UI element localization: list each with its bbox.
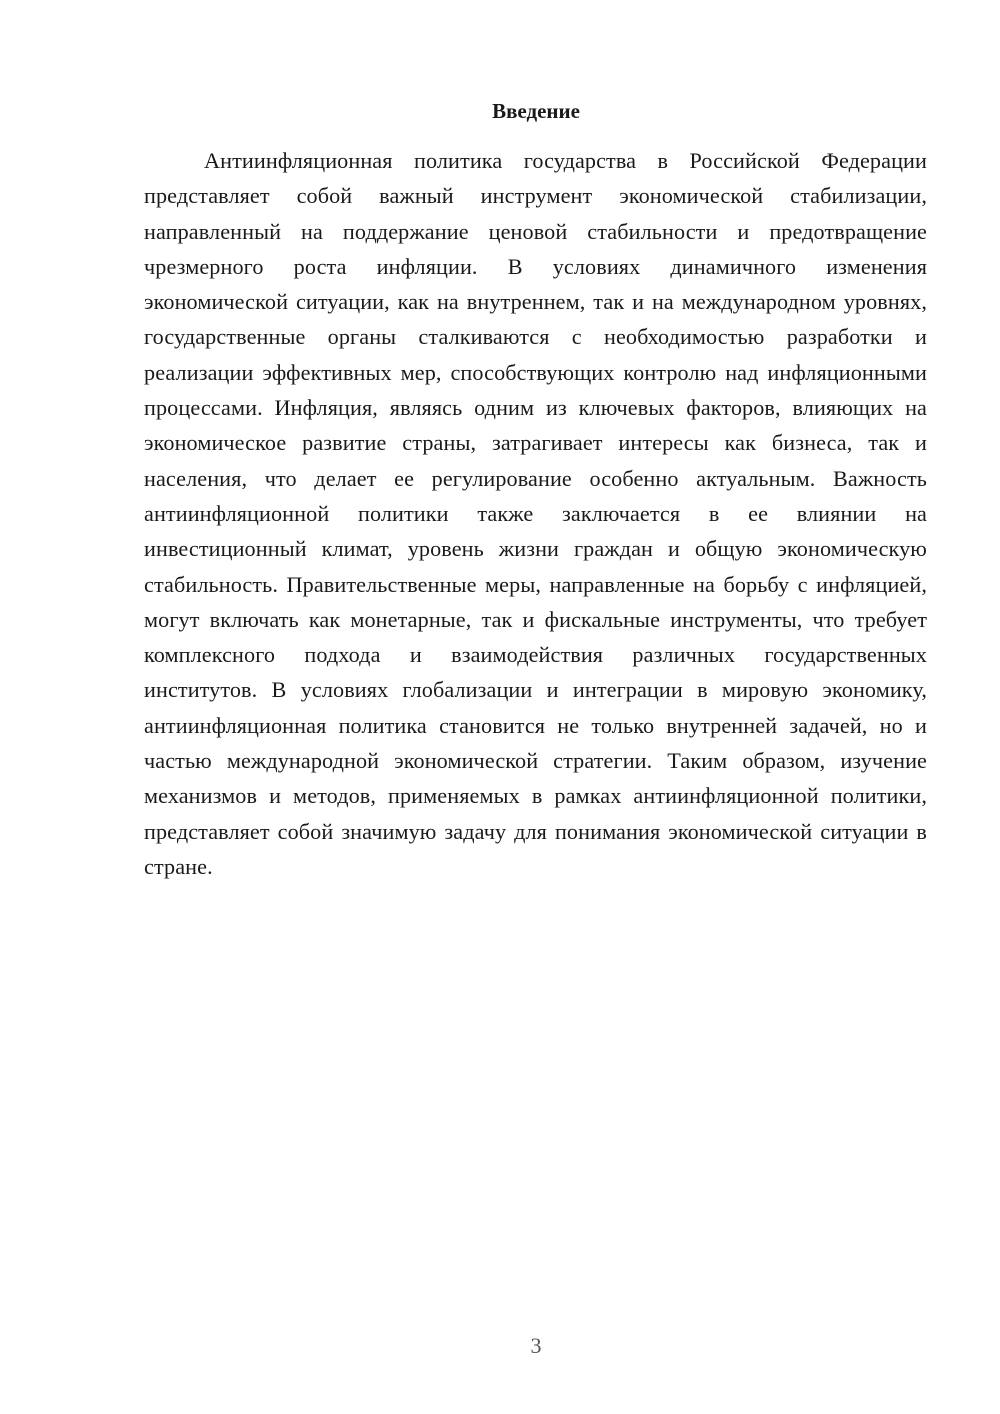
page-number: 3 (530, 1333, 542, 1358)
body-paragraph: Антиинфляционная политика государства в Российской Федерации представляет собой важный инструмент экономической стабилизации, направленный на поддержание ценовой стабильности и предотвращение чрезмерного роста инфляции. В условиях динамичного изменения экономической ситуации, как на внутреннем, так и на международном уровнях, государственные органы сталкиваются с необходимостью разработки и реализации эффективных мер, способствующих контролю над инфляционными процессами. Инфляция, являясь одним из ключевых факторов, влияющих на экономическое развитие страны, затрагивает интересы как бизнеса, так и населения, что делает ее регулирование особенно актуальным. Важность антиинфляционной политики также заключается в ее влиянии на инвестиционный климат, уровень жизни граждан и общую экономическую стабильность. Правительственные меры, направленные на борьбу с инфляцией, могут включать как монетарные, так и фискальные инструменты, что требует комплексного подхода и взаимодействия различных государственных институтов. В условиях глобализации и интеграции в мировую экономику, антиинфляционная политика становится не только внутренней задачей, но и частью международной экономической стратегии. Таким образом, изучение механизмов и методов, применяемых в рамках антиинфляционной политики, представляет собой значимую задачу для понимания экономической ситуации в стране. (144, 148, 927, 879)
section-heading: Введение (492, 99, 580, 123)
